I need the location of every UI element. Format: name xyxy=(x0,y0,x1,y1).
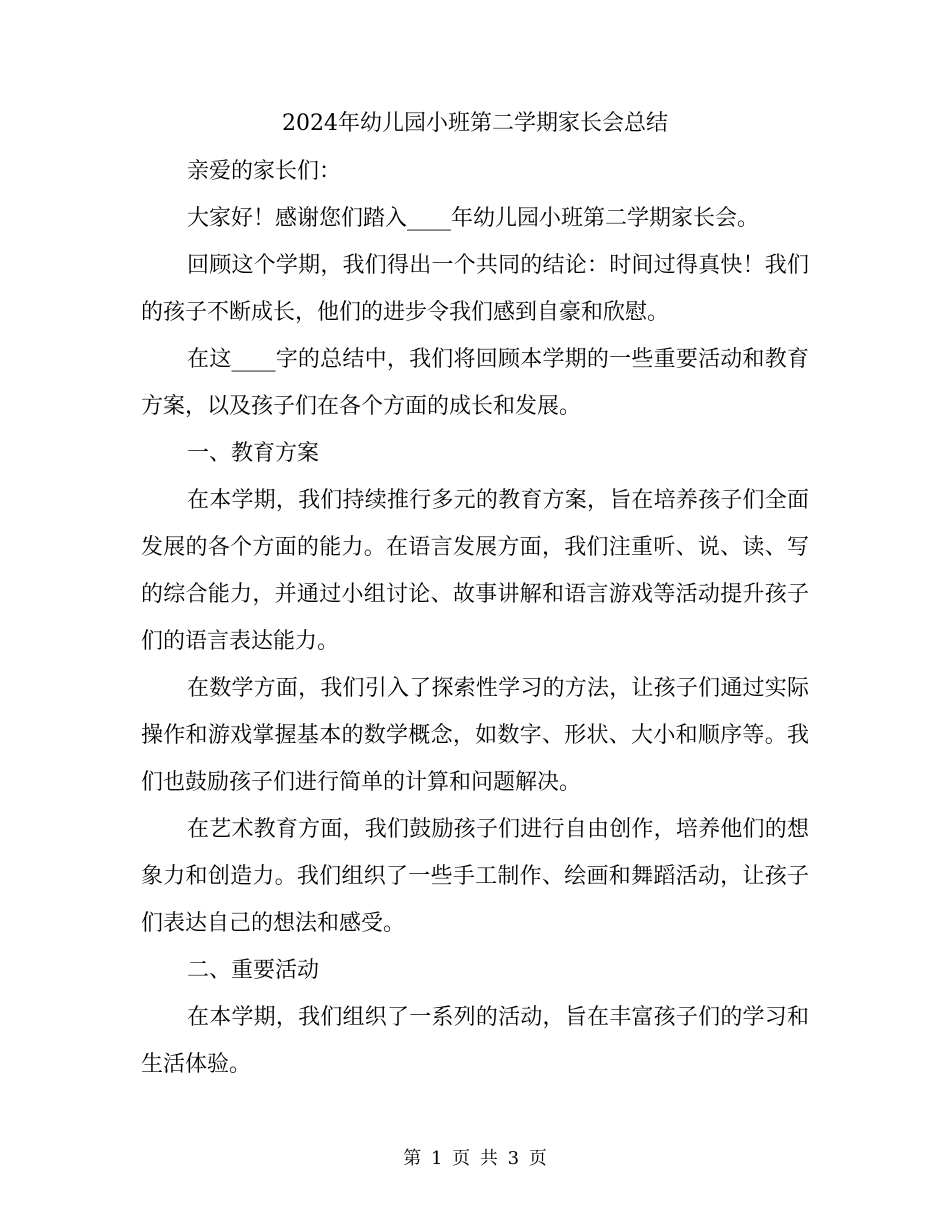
math-paragraph: 在数学方面，我们引入了探索性学习的方法，让孩子们通过实际操作和游戏掌握基本的数学概念，如数字、形状、大小和顺序等。我们也鼓励孩子们进行简单的计算和问题解决。 xyxy=(141,676,809,795)
greeting-paragraph: 亲爱的家长们： xyxy=(187,159,342,184)
review-paragraph: 回顾这个学期，我们得出一个共同的结论：时间过得真快！我们的孩子不断成长，他们的进步令我们感到自豪和欣慰。 xyxy=(141,253,809,325)
welcome-paragraph: 大家好！感谢您们踏入____年幼儿园小班第二学期家长会。 xyxy=(187,206,760,231)
section-heading-activities: 二、重要活动 xyxy=(187,958,320,983)
activities-paragraph: 在本学期，我们组织了一系列的活动，旨在丰富孩子们的学习和生活体验。 xyxy=(141,1005,809,1077)
section-heading-education: 一、教育方案 xyxy=(187,441,320,466)
art-paragraph: 在艺术教育方面，我们鼓励孩子们进行自由创作，培养他们的想象力和创造力。我们组织了一些手工制作、绘画和舞蹈活动，让孩子们表达自己的想法和感受。 xyxy=(141,817,809,936)
summary-intro-paragraph: 在这____字的总结中，我们将回顾本学期的一些重要活动和教育方案，以及孩子们在各个方面的成长和发展。 xyxy=(141,347,809,419)
page-number-footer: 第 1 页 共 3 页 xyxy=(403,1148,547,1169)
document-title: 2024年幼儿园小班第二学期家长会总结 xyxy=(282,111,668,136)
document-body xyxy=(141,100,809,1088)
education-paragraph: 在本学期，我们持续推行多元的教育方案，旨在培养孩子们全面发展的各个方面的能力。在语言发展方面，我们注重听、说、读、写的综合能力，并通过小组讨论、故事讲解和语言游戏等活动提升孩子们的语言表达能力。 xyxy=(141,488,809,654)
